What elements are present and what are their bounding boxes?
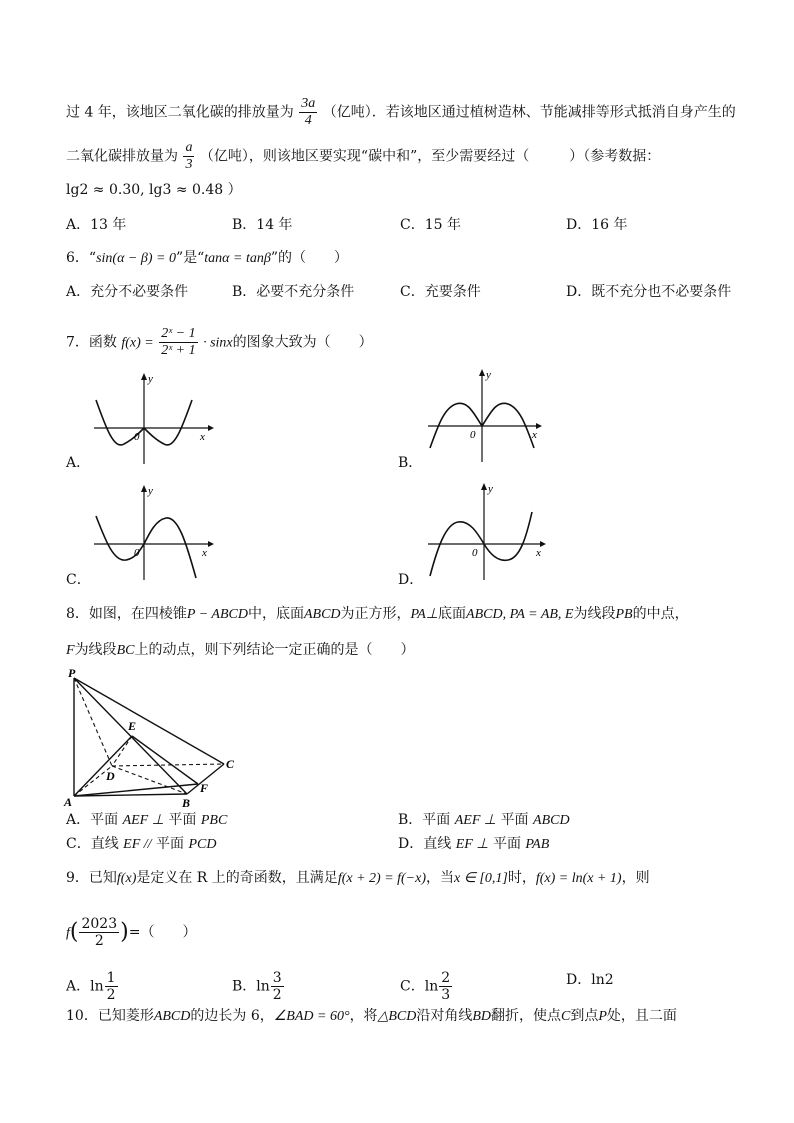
q9-option-c [400,970,453,1003]
q7-fraction: $\frac{\text{2ˣ − 1}}{\text{2ˣ + 1}}$ [161,326,196,358]
q9-option-label: B． [232,978,257,995]
q9-option-ln: ln2 [591,972,614,988]
y-axis-arrow [481,483,487,490]
q9-text: ，当 [426,870,455,886]
q8-option-expr: AEF ⊥ [454,813,497,828]
edge-PD-hidden [74,678,112,766]
q8-option-text: 平面 [500,812,529,828]
q9-option-fraction: $\frac{1}{2}$ [106,970,116,1003]
q8-text: 底面 [438,606,467,622]
q6-option-d: D．既不充分也不必要条件 [566,284,732,300]
y-label: y [486,369,491,381]
q5-text: 二氧化碳排放量为 [66,148,178,165]
label-B: B [182,796,191,810]
q5-text: ）（参考数据： [569,148,661,165]
right-paren: ) [120,919,129,945]
q8-option-c [66,834,216,855]
q9-option-label: D． [566,972,592,988]
q9-option-label: C． [400,978,425,995]
x-axis-arrow [540,541,546,547]
q6-stem [66,248,348,269]
q7-expression: f(x) = [121,335,154,351]
q8-expression: ABCD [303,607,341,622]
label-C: C [226,757,235,771]
x-axis-arrow [536,423,542,429]
edge-PC [74,678,224,764]
q5-line1 [66,96,736,129]
q8-option-expr: PCD [188,837,217,852]
q8-expression: F [66,643,75,658]
q7-graph-d [424,482,554,582]
q8-option-b [398,810,570,831]
q8-option-expr: PBC [200,813,228,828]
q6-option-c: C．充要条件 [400,284,481,300]
q5-reference-data: lg2 ≈ 0.30, lg3 ≈ 0.48 ） [66,182,242,198]
q8-option-a [66,810,227,831]
q7-option-a-label: A． [66,455,91,471]
q10-text: 的边长为 6， [190,1008,274,1024]
q8-option-text: 平面 [156,836,185,852]
q5-option-b: B．14 年 [232,217,293,233]
q6-text: 6．“ [66,250,97,266]
y-label: y [148,485,153,497]
q9-option-b [232,970,285,1003]
q10-expression: △BCD [377,1009,417,1024]
q8-expression: ABCD, PA = AB, E [466,607,574,622]
q10-text: ，将 [349,1008,378,1024]
x-axis-arrow [208,541,214,547]
q10-expression: ABCD [153,1009,191,1024]
q7-stem [66,326,373,359]
q5-text: （亿吨），则该地区要实现“碳中和”，至少需要经过（ [199,148,530,165]
q10-text: 10．已知菱形 [66,1008,154,1024]
q9-option-ln: ln [90,978,104,995]
label-P: P [68,666,76,680]
q10-expression: P [598,1009,607,1024]
q8-pyramid-figure [62,668,242,808]
q10-text: 翻折，使点 [491,1008,562,1024]
q7-option-b-label: B． [398,455,423,471]
q8-text: 的中点， [632,606,689,622]
q8-option-expr: ABCD [533,813,570,828]
q7-text: 7．函数 [66,334,117,351]
q7-option-d-label: D． [398,572,424,588]
q9-stem-line1 [66,868,650,889]
diagonal-DB-hidden [112,766,187,794]
q8-text: 为正方形， [340,606,411,622]
q8-expression: PB [615,607,633,622]
q10-text: 到点 [570,1008,599,1024]
y-axis-arrow [479,369,485,376]
label-E: E [128,719,137,733]
q8-option-text: D．直线 [398,836,452,852]
x-label: x [200,431,205,443]
q8-option-expr: AEF ⊥ [122,813,164,828]
q9-option-a [66,970,119,1003]
q7-text: 的图象大致为（ ） [232,334,373,351]
x-label: x [532,429,537,441]
left-paren: ( [69,919,79,945]
origin-label: 0 [134,431,140,443]
q9-fraction-2023-2: $\frac{2023}{2}$ [81,916,118,949]
q8-text: 为线段 [573,606,616,622]
q6-expression: sin(α − β) = 0 [96,251,176,266]
q5-fraction-3a-4: $\frac{3a}{4}$ [301,96,316,128]
q8-option-expr: PAB [525,837,550,852]
q9-text: 9．已知 [66,870,117,886]
q8-text: 中，底面 [247,606,304,622]
q5-text: （亿吨）．若该地区通过植树造林、节能减排等形式抵消自身产生的 [322,104,736,121]
q8-expression: BC [116,643,135,658]
q8-option-expr: EF ⊥ [455,837,489,852]
q9-expression: f(x) = ln(x + 1) [535,871,622,886]
q9-expression: x ∈ [0,1] [454,871,508,886]
q8-stem-line2 [66,640,414,661]
x-label: x [536,547,541,559]
q9-stem-line2 [66,916,196,949]
y-axis-arrow [141,373,147,380]
q5-line2 [66,140,660,173]
q10-text: 沿对角线 [416,1008,473,1024]
q8-text: 8．如图，在四棱锥 [66,606,187,622]
q9-option-d [566,970,614,990]
q9-option-ln: ln [256,978,270,995]
label-F: F [200,781,209,795]
q9-option-fraction: $\frac{3}{2}$ [272,970,282,1003]
q5-option-d: D．16 年 [566,217,628,233]
q7-graph-b [424,366,554,464]
x-label: x [202,547,207,559]
y-label: y [488,483,493,495]
q6-option-b: B．必要不充分条件 [232,284,355,300]
q8-text: 上的动点，则下列结论一定正确的是（ ） [134,642,415,658]
edge-PB [74,678,187,794]
q9-text: 是定义在 R 上的奇函数，且满足 [136,870,338,886]
q9-text: 时， [507,870,536,886]
q6-option-a: A．充分不必要条件 [66,284,189,300]
origin-label: 0 [472,547,478,559]
q7-graph-c [88,482,218,582]
q9-text: =（ ） [128,924,197,941]
q10-text: 处，且二面 [606,1008,677,1024]
x-axis-arrow [208,425,214,431]
q8-option-expr: EF // [123,837,152,852]
origin-label: 0 [134,547,140,559]
q9-option-ln: ln [424,978,439,995]
q10-expression: BD [472,1009,492,1024]
curve [96,516,196,578]
q7-expression: · sinx [203,335,233,351]
y-label: y [148,373,153,385]
q8-expression: PA⊥ [410,607,439,622]
q8-option-d [398,834,549,855]
q10-stem [66,1006,677,1027]
edge-DC-hidden [112,764,224,766]
q7-option-c-label: C． [66,572,91,588]
q8-option-text: A．平面 [66,812,119,828]
origin-label: 0 [470,429,476,441]
q5-text: 过 4 年，该地区二氧化碳的排放量为 [66,104,294,121]
q9-option-fraction: $\frac{2}{3}$ [441,970,451,1003]
q7-graph-a [88,368,218,466]
q8-option-text: C．直线 [66,836,119,852]
q5-fraction-a-3: $\frac{a}{3}$ [185,140,193,172]
label-A: A [64,795,73,809]
q9-option-label: A． [66,978,91,995]
label-D: D [106,769,115,783]
q8-option-text: B．平面 [398,812,451,828]
q8-stem-line1 [66,604,689,625]
q5-option-c: C．15 年 [400,217,461,233]
q10-expression: C [561,1009,571,1024]
q9-expression: f [66,925,70,941]
y-axis-arrow [141,485,147,492]
q8-expression: P − ABCD [186,607,248,622]
q9-expression: f(x + 2) = f(−x) [337,871,427,886]
segment-ED-hidden [112,736,132,766]
q6-text: ”是“ [175,250,205,266]
q5-option-a: A．13 年 [66,217,127,233]
q8-option-text: 平面 [492,836,521,852]
q6-expression: tanα = tanβ [204,251,271,266]
q10-expression: ∠BAD = 60° [273,1009,350,1024]
q9-expression: f(x) [116,871,137,886]
q9-text: ，则 [621,870,650,886]
q8-option-text: 平面 [168,812,197,828]
q6-text: ”的（ ） [270,250,349,266]
q8-text: 为线段 [74,642,117,658]
